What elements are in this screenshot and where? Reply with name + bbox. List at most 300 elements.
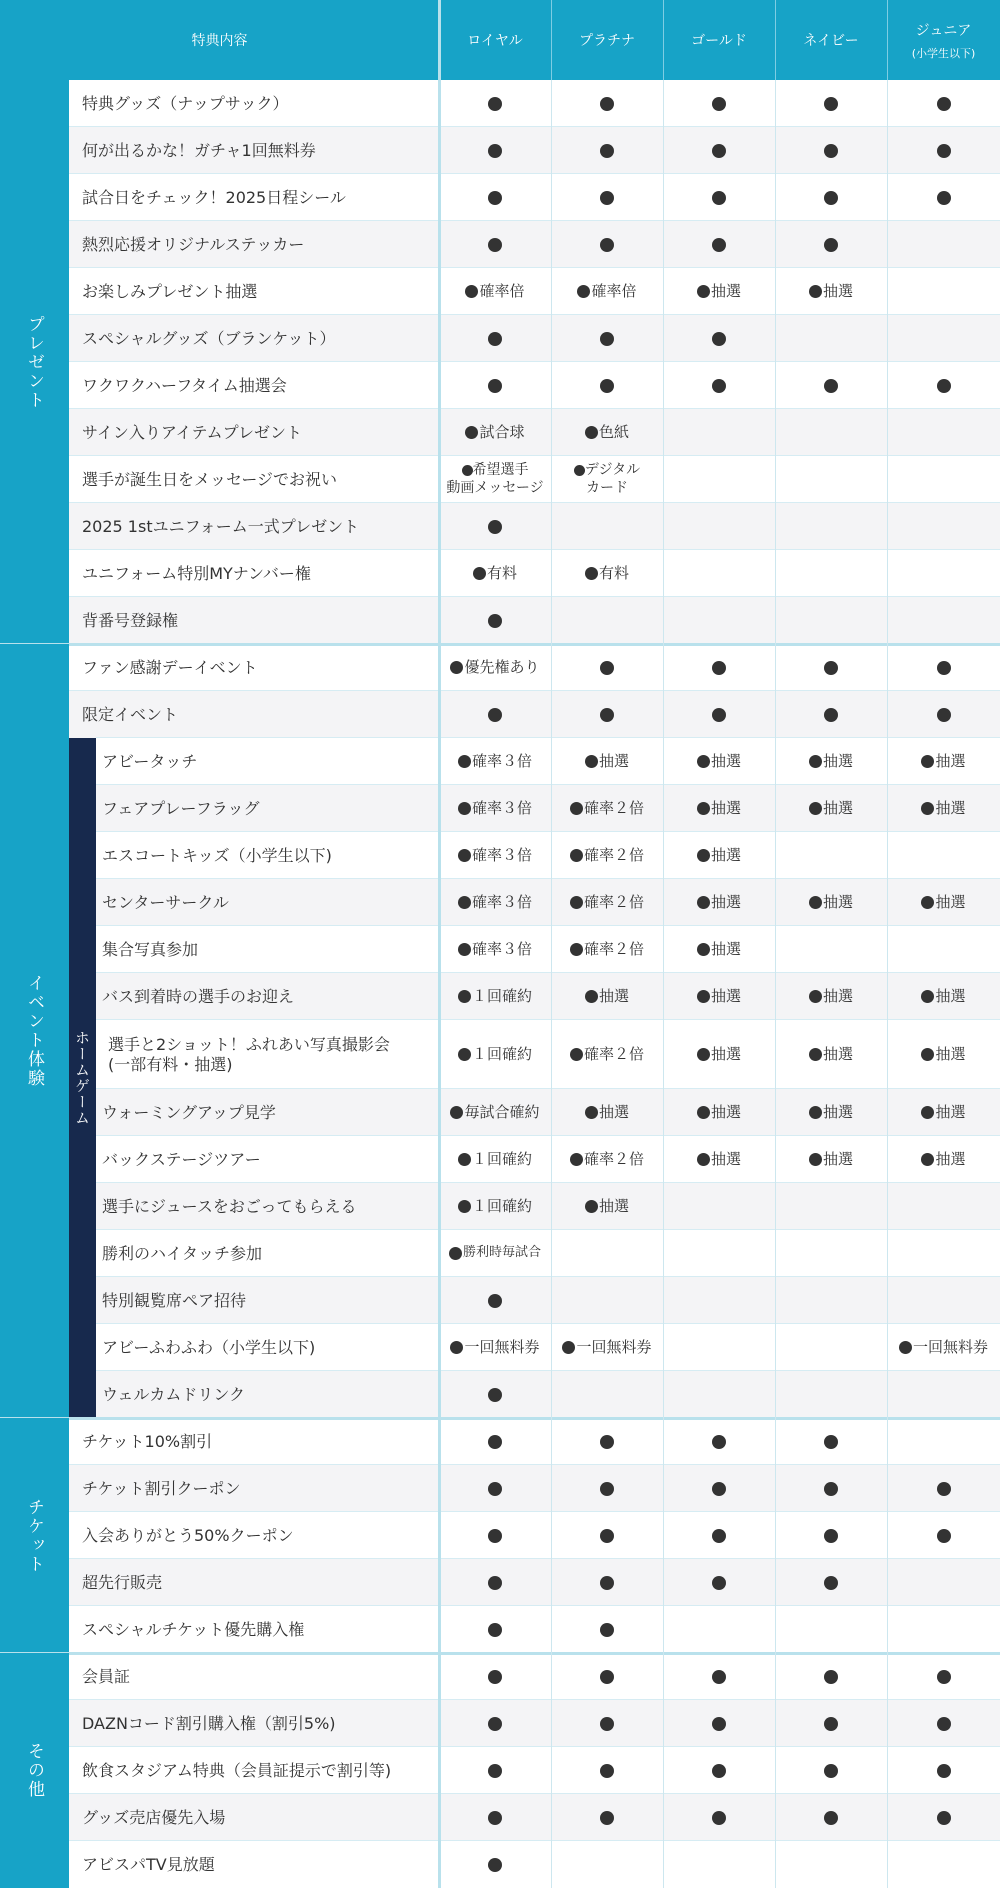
feature-label bbox=[82, 644, 433, 691]
included-dot bbox=[465, 285, 478, 298]
included-dot bbox=[585, 755, 598, 768]
included-dot bbox=[488, 614, 502, 628]
cell-text: 確率２倍 bbox=[583, 846, 644, 865]
tier-cell-1 bbox=[439, 1230, 551, 1277]
tier-cell-4 bbox=[775, 1020, 887, 1089]
feature-label-text: DAZNコード割引購入権（割引5%) bbox=[82, 1713, 336, 1733]
cell-text: 試合球 bbox=[479, 423, 525, 442]
feature-label bbox=[102, 1020, 439, 1089]
included-dot bbox=[712, 332, 726, 346]
cell-text: 一回無料券 bbox=[464, 1338, 540, 1357]
tier-cell-4 bbox=[775, 550, 887, 597]
feature-label-text: グッズ売店優先入場 bbox=[82, 1807, 226, 1827]
included-dot bbox=[600, 191, 614, 205]
tier-cell-2 bbox=[551, 597, 663, 644]
tier-cell-4 bbox=[775, 691, 887, 738]
tier-cell-5 bbox=[887, 550, 1000, 597]
included-dot bbox=[937, 1482, 951, 1496]
tier-cell-3 bbox=[663, 550, 775, 597]
tier-cell-3 bbox=[663, 1324, 775, 1371]
cell-text: 抽選 bbox=[598, 752, 629, 771]
included-dot bbox=[824, 144, 838, 158]
included-dot bbox=[570, 849, 583, 862]
cell-text: 抽選 bbox=[598, 1103, 629, 1122]
feature-label bbox=[82, 1606, 433, 1653]
tier-cell-4 bbox=[775, 503, 887, 550]
included-dot bbox=[712, 1435, 726, 1449]
tier-cell-5 bbox=[887, 1700, 1000, 1747]
cell-text-2: カード bbox=[586, 479, 628, 496]
cell-text: 抽選 bbox=[822, 799, 853, 818]
included-dot bbox=[937, 1764, 951, 1778]
tier-cell-5 bbox=[887, 1559, 1000, 1606]
tier-cell-1 bbox=[439, 315, 551, 362]
included-dot bbox=[921, 896, 934, 909]
feature-label bbox=[82, 1465, 433, 1512]
feature-label bbox=[82, 221, 433, 268]
included-dot bbox=[488, 1576, 502, 1590]
tier-cell-4 bbox=[775, 926, 887, 973]
tier-cell-1 bbox=[439, 1089, 551, 1136]
table-row bbox=[0, 1700, 1000, 1747]
tier-cell-3 bbox=[663, 456, 775, 503]
feature-label bbox=[102, 1230, 433, 1277]
tier-cell-4 bbox=[775, 1512, 887, 1559]
included-dot bbox=[809, 755, 822, 768]
feature-label bbox=[82, 1841, 433, 1888]
table-row bbox=[0, 80, 1000, 127]
cell-text: 抽選 bbox=[935, 987, 966, 1006]
tier-cell-1 bbox=[439, 1136, 551, 1183]
feature-label-text: ウェルカムドリンク bbox=[102, 1384, 246, 1404]
tier-cell-1 bbox=[439, 1465, 551, 1512]
header-tier-5 bbox=[887, 0, 1000, 80]
included-dot bbox=[488, 238, 502, 252]
tier-cell-2 bbox=[551, 174, 663, 221]
feature-label-text: ファン感謝デーイベント bbox=[82, 657, 258, 677]
tier-cell-2 bbox=[551, 738, 663, 785]
included-dot bbox=[600, 1529, 614, 1543]
table-row bbox=[0, 785, 1000, 832]
tier-cell-4 bbox=[775, 1371, 887, 1418]
feature-label bbox=[102, 738, 433, 785]
tier-cell-2 bbox=[551, 785, 663, 832]
category-label: その他 bbox=[24, 1742, 44, 1799]
header-feature-text: 特典内容 bbox=[191, 33, 248, 49]
header-feature-label bbox=[0, 0, 439, 80]
feature-label bbox=[102, 1371, 433, 1418]
included-dot bbox=[458, 802, 471, 815]
included-dot bbox=[824, 1529, 838, 1543]
tier-cell-2 bbox=[551, 127, 663, 174]
cell-text: 優先権あり bbox=[464, 658, 540, 677]
tier-cell-5 bbox=[887, 832, 1000, 879]
included-dot bbox=[585, 1200, 598, 1213]
tier-cell-3 bbox=[663, 503, 775, 550]
included-dot bbox=[488, 97, 502, 111]
header-divider bbox=[887, 0, 888, 80]
included-dot bbox=[450, 1341, 463, 1354]
tier-subtitle: (小学生以下) bbox=[911, 46, 976, 60]
tier-cell-2 bbox=[551, 550, 663, 597]
included-dot bbox=[712, 1576, 726, 1590]
included-dot bbox=[458, 1153, 471, 1166]
cell-text: 一回無料券 bbox=[576, 1338, 652, 1357]
tier-cell-4 bbox=[775, 1136, 887, 1183]
tier-cell-5 bbox=[887, 1371, 1000, 1418]
included-dot bbox=[570, 943, 583, 956]
tier-cell-1 bbox=[439, 1653, 551, 1700]
cell-line bbox=[574, 462, 640, 480]
cell-text: 確率２倍 bbox=[583, 893, 644, 912]
tier-cell-3 bbox=[663, 80, 775, 127]
cell-text: １回確約 bbox=[471, 1045, 532, 1064]
table-row bbox=[0, 268, 1000, 315]
included-dot bbox=[488, 1388, 502, 1402]
tier-cell-4 bbox=[775, 832, 887, 879]
cell-text: 抽選 bbox=[822, 893, 853, 912]
included-dot bbox=[824, 1435, 838, 1449]
table-row bbox=[0, 644, 1000, 691]
tier-cell-4 bbox=[775, 409, 887, 456]
tier-cell-5 bbox=[887, 1230, 1000, 1277]
tier-cell-5 bbox=[887, 1277, 1000, 1324]
included-dot bbox=[600, 379, 614, 393]
included-dot bbox=[824, 1764, 838, 1778]
included-dot bbox=[921, 990, 934, 1003]
included-dot bbox=[600, 238, 614, 252]
tier-cell-2 bbox=[551, 1230, 663, 1277]
table-row bbox=[0, 926, 1000, 973]
header-tier-3 bbox=[663, 0, 775, 80]
included-dot bbox=[600, 1576, 614, 1590]
included-dot bbox=[488, 1670, 502, 1684]
tier-cell-1 bbox=[439, 926, 551, 973]
included-dot bbox=[809, 802, 822, 815]
tier-cell-4 bbox=[775, 1418, 887, 1465]
included-dot bbox=[562, 1341, 575, 1354]
cell-text: 抽選 bbox=[822, 1103, 853, 1122]
included-dot bbox=[488, 1811, 502, 1825]
tier-cell-4 bbox=[775, 268, 887, 315]
table-row bbox=[0, 1089, 1000, 1136]
included-dot bbox=[809, 1153, 822, 1166]
cell-text: 抽選 bbox=[710, 893, 741, 912]
cell-text: 抽選 bbox=[710, 1150, 741, 1169]
feature-label bbox=[102, 1324, 433, 1371]
cell-text: 確率２倍 bbox=[583, 1045, 644, 1064]
included-dot bbox=[921, 802, 934, 815]
tier-cell-4 bbox=[775, 1559, 887, 1606]
tier-cell-5 bbox=[887, 221, 1000, 268]
cell-text: 抽選 bbox=[710, 846, 741, 865]
tier-cell-5 bbox=[887, 1465, 1000, 1512]
cell-text: 抽選 bbox=[822, 282, 853, 301]
tier-cell-1 bbox=[439, 1418, 551, 1465]
included-dot bbox=[458, 1200, 471, 1213]
included-dot bbox=[697, 755, 710, 768]
subgroup-home-game bbox=[69, 738, 96, 1418]
included-dot bbox=[809, 1048, 822, 1061]
feature-label-line: 選手と2ショット！ふれあい写真撮影会 bbox=[108, 1034, 390, 1054]
cell-text: 抽選 bbox=[710, 1045, 741, 1064]
tier-cell-2 bbox=[551, 80, 663, 127]
feature-label bbox=[82, 1418, 433, 1465]
included-dot bbox=[824, 708, 838, 722]
included-dot bbox=[824, 1717, 838, 1731]
tier-cell-1 bbox=[439, 879, 551, 926]
tier-cell-2 bbox=[551, 1841, 663, 1888]
tier-cell-4 bbox=[775, 221, 887, 268]
tier-cell-1 bbox=[439, 832, 551, 879]
table-row bbox=[0, 1277, 1000, 1324]
tier-cell-2 bbox=[551, 1700, 663, 1747]
cell-text: 毎試合確約 bbox=[464, 1103, 540, 1122]
tier-cell-5 bbox=[887, 1794, 1000, 1841]
cell-text: 確率２倍 bbox=[583, 1150, 644, 1169]
cell-text: 抽選 bbox=[710, 799, 741, 818]
included-dot bbox=[824, 1670, 838, 1684]
table-row bbox=[0, 973, 1000, 1020]
feature-label bbox=[102, 926, 433, 973]
included-dot bbox=[570, 1153, 583, 1166]
tier-cell-1 bbox=[439, 597, 551, 644]
feature-label-text: エスコートキッズ（小学生以下) bbox=[102, 845, 332, 865]
cell-text: 確率２倍 bbox=[583, 799, 644, 818]
included-dot bbox=[600, 332, 614, 346]
table-row bbox=[0, 597, 1000, 644]
included-dot bbox=[712, 97, 726, 111]
tier-cell-3 bbox=[663, 1465, 775, 1512]
feature-label-text: 入会ありがとう50%クーポン bbox=[82, 1525, 294, 1545]
tier-cell-1 bbox=[439, 80, 551, 127]
included-dot bbox=[488, 1717, 502, 1731]
table-row bbox=[0, 503, 1000, 550]
tier-cell-5 bbox=[887, 127, 1000, 174]
included-dot bbox=[697, 943, 710, 956]
cell-text: 確率倍 bbox=[479, 282, 525, 301]
feature-label bbox=[102, 1277, 433, 1324]
category-label: チケット bbox=[24, 1497, 44, 1574]
feature-label-text: 試合日をチェック！2025日程シール bbox=[82, 187, 346, 207]
tier-cell-3 bbox=[663, 926, 775, 973]
tier-cell-1 bbox=[439, 456, 551, 503]
tier-cell-1 bbox=[439, 268, 551, 315]
tier-cell-3 bbox=[663, 1418, 775, 1465]
tier-cell-5 bbox=[887, 879, 1000, 926]
tier-cell-1 bbox=[439, 1700, 551, 1747]
tier-cell-2 bbox=[551, 221, 663, 268]
feature-label-text: サイン入りアイテムプレゼント bbox=[82, 422, 303, 442]
tier-cell-5 bbox=[887, 1747, 1000, 1794]
cell-text: 確率２倍 bbox=[583, 940, 644, 959]
included-dot bbox=[937, 1670, 951, 1684]
table-row bbox=[0, 1747, 1000, 1794]
column-divider bbox=[887, 80, 888, 1888]
feature-label bbox=[82, 80, 433, 127]
tier-cell-5 bbox=[887, 1606, 1000, 1653]
tier-cell-3 bbox=[663, 644, 775, 691]
included-dot bbox=[697, 1048, 710, 1061]
included-dot bbox=[697, 849, 710, 862]
tier-cell-5 bbox=[887, 174, 1000, 221]
included-dot bbox=[712, 238, 726, 252]
category-2 bbox=[0, 644, 69, 1418]
included-dot bbox=[462, 465, 473, 476]
tier-cell-2 bbox=[551, 973, 663, 1020]
tier-cell-4 bbox=[775, 1230, 887, 1277]
tier-cell-1 bbox=[439, 1559, 551, 1606]
included-dot bbox=[585, 990, 598, 1003]
tier-name: ゴールド bbox=[691, 33, 747, 49]
tier-cell-2 bbox=[551, 362, 663, 409]
category-label: イベント体験 bbox=[24, 974, 44, 1088]
tier-cell-2 bbox=[551, 1371, 663, 1418]
feature-label-text: 超先行販売 bbox=[82, 1572, 163, 1592]
tier-name: プラチナ bbox=[579, 33, 635, 49]
feature-label-text: 選手にジュースをおごってもらえる bbox=[102, 1196, 357, 1216]
cell-text: 勝利時毎試合 bbox=[462, 1245, 541, 1261]
tier-cell-3 bbox=[663, 268, 775, 315]
tier-cell-1 bbox=[439, 127, 551, 174]
included-dot bbox=[600, 661, 614, 675]
tier-cell-3 bbox=[663, 1653, 775, 1700]
feature-label bbox=[82, 127, 433, 174]
included-dot bbox=[824, 1576, 838, 1590]
table-row bbox=[0, 832, 1000, 879]
feature-label-text: センターサークル bbox=[102, 892, 229, 912]
included-dot bbox=[450, 661, 463, 674]
column-divider bbox=[775, 80, 776, 1888]
table-row bbox=[0, 456, 1000, 503]
included-dot bbox=[488, 332, 502, 346]
tier-cell-2 bbox=[551, 644, 663, 691]
included-dot bbox=[449, 1247, 462, 1260]
cell-text: 有料 bbox=[598, 564, 629, 583]
table-row bbox=[0, 1606, 1000, 1653]
tier-cell-1 bbox=[439, 738, 551, 785]
feature-label-text: 飲食スタジアム特典（会員証提示で割引等) bbox=[82, 1760, 392, 1780]
cell-text: 抽選 bbox=[935, 1045, 966, 1064]
feature-label-note: (一部有料・抽選) bbox=[108, 1054, 233, 1074]
tier-cell-3 bbox=[663, 1700, 775, 1747]
tier-cell-4 bbox=[775, 174, 887, 221]
table-row bbox=[0, 1512, 1000, 1559]
category-4 bbox=[0, 1653, 69, 1888]
included-dot bbox=[921, 1106, 934, 1119]
header-divider bbox=[551, 0, 552, 80]
feature-label bbox=[82, 174, 433, 221]
tier-cell-3 bbox=[663, 1606, 775, 1653]
included-dot bbox=[600, 144, 614, 158]
table-row bbox=[0, 127, 1000, 174]
feature-label bbox=[102, 832, 433, 879]
tier-cell-2 bbox=[551, 268, 663, 315]
tier-cell-2 bbox=[551, 1136, 663, 1183]
cell-text: 抽選 bbox=[935, 752, 966, 771]
table-row bbox=[0, 221, 1000, 268]
feature-label bbox=[102, 879, 433, 926]
tier-cell-2 bbox=[551, 1747, 663, 1794]
cell-text: 抽選 bbox=[710, 987, 741, 1006]
column-divider bbox=[551, 80, 552, 1888]
tier-cell-4 bbox=[775, 879, 887, 926]
tier-cell-3 bbox=[663, 409, 775, 456]
included-dot bbox=[600, 1435, 614, 1449]
included-dot bbox=[488, 144, 502, 158]
category-1 bbox=[0, 80, 69, 644]
tier-cell-5 bbox=[887, 1512, 1000, 1559]
cell-line bbox=[462, 462, 529, 480]
tier-cell-2 bbox=[551, 1512, 663, 1559]
tier-cell-5 bbox=[887, 1136, 1000, 1183]
feature-label-text: バス到着時の選手のお迎え bbox=[102, 986, 295, 1006]
tier-cell-1 bbox=[439, 1606, 551, 1653]
feature-label-text: スペシャルグッズ（ブランケット） bbox=[82, 328, 336, 348]
tier-cell-2 bbox=[551, 1653, 663, 1700]
tier-cell-5 bbox=[887, 268, 1000, 315]
tier-cell-3 bbox=[663, 362, 775, 409]
feature-label-text: バックステージツアー bbox=[102, 1149, 261, 1169]
tier-name: ジュニア bbox=[915, 22, 972, 39]
tier-cell-1 bbox=[439, 1747, 551, 1794]
included-dot bbox=[809, 1106, 822, 1119]
included-dot bbox=[488, 1623, 502, 1637]
tier-cell-2 bbox=[551, 503, 663, 550]
tier-cell-3 bbox=[663, 1512, 775, 1559]
feature-label bbox=[82, 1794, 433, 1841]
table-row bbox=[0, 1559, 1000, 1606]
tier-cell-1 bbox=[439, 691, 551, 738]
feature-label-text: アビスパTV見放題 bbox=[82, 1854, 215, 1874]
table-row bbox=[0, 1653, 1000, 1700]
cell-text: 抽選 bbox=[598, 1197, 629, 1216]
feature-label-text: スペシャルチケット優先購入権 bbox=[82, 1619, 305, 1639]
included-dot bbox=[712, 1811, 726, 1825]
included-dot bbox=[458, 849, 471, 862]
tier-cell-3 bbox=[663, 1183, 775, 1230]
feature-label bbox=[82, 1512, 433, 1559]
included-dot bbox=[488, 1435, 502, 1449]
included-dot bbox=[574, 465, 585, 476]
included-dot bbox=[600, 1670, 614, 1684]
tier-cell-5 bbox=[887, 785, 1000, 832]
cell-text: １回確約 bbox=[471, 987, 532, 1006]
tier-cell-1 bbox=[439, 1794, 551, 1841]
feature-label-text: 何が出るかな！ガチャ1回無料券 bbox=[82, 140, 316, 160]
table-row bbox=[0, 315, 1000, 362]
tier-cell-3 bbox=[663, 1230, 775, 1277]
cell-text: 確率３倍 bbox=[471, 799, 532, 818]
cell-text: 確率３倍 bbox=[471, 752, 532, 771]
category-3 bbox=[0, 1418, 69, 1653]
tier-cell-1 bbox=[439, 785, 551, 832]
tier-cell-5 bbox=[887, 1418, 1000, 1465]
table-row bbox=[0, 550, 1000, 597]
tier-cell-2 bbox=[551, 879, 663, 926]
tier-cell-1 bbox=[439, 174, 551, 221]
header-divider bbox=[775, 0, 776, 80]
included-dot bbox=[488, 1294, 502, 1308]
included-dot bbox=[585, 567, 598, 580]
feature-label bbox=[82, 1700, 433, 1747]
cell-text: 抽選 bbox=[710, 940, 741, 959]
table-row bbox=[0, 362, 1000, 409]
included-dot bbox=[570, 1048, 583, 1061]
tier-cell-4 bbox=[775, 1700, 887, 1747]
tier-cell-5 bbox=[887, 1183, 1000, 1230]
tier-cell-4 bbox=[775, 597, 887, 644]
